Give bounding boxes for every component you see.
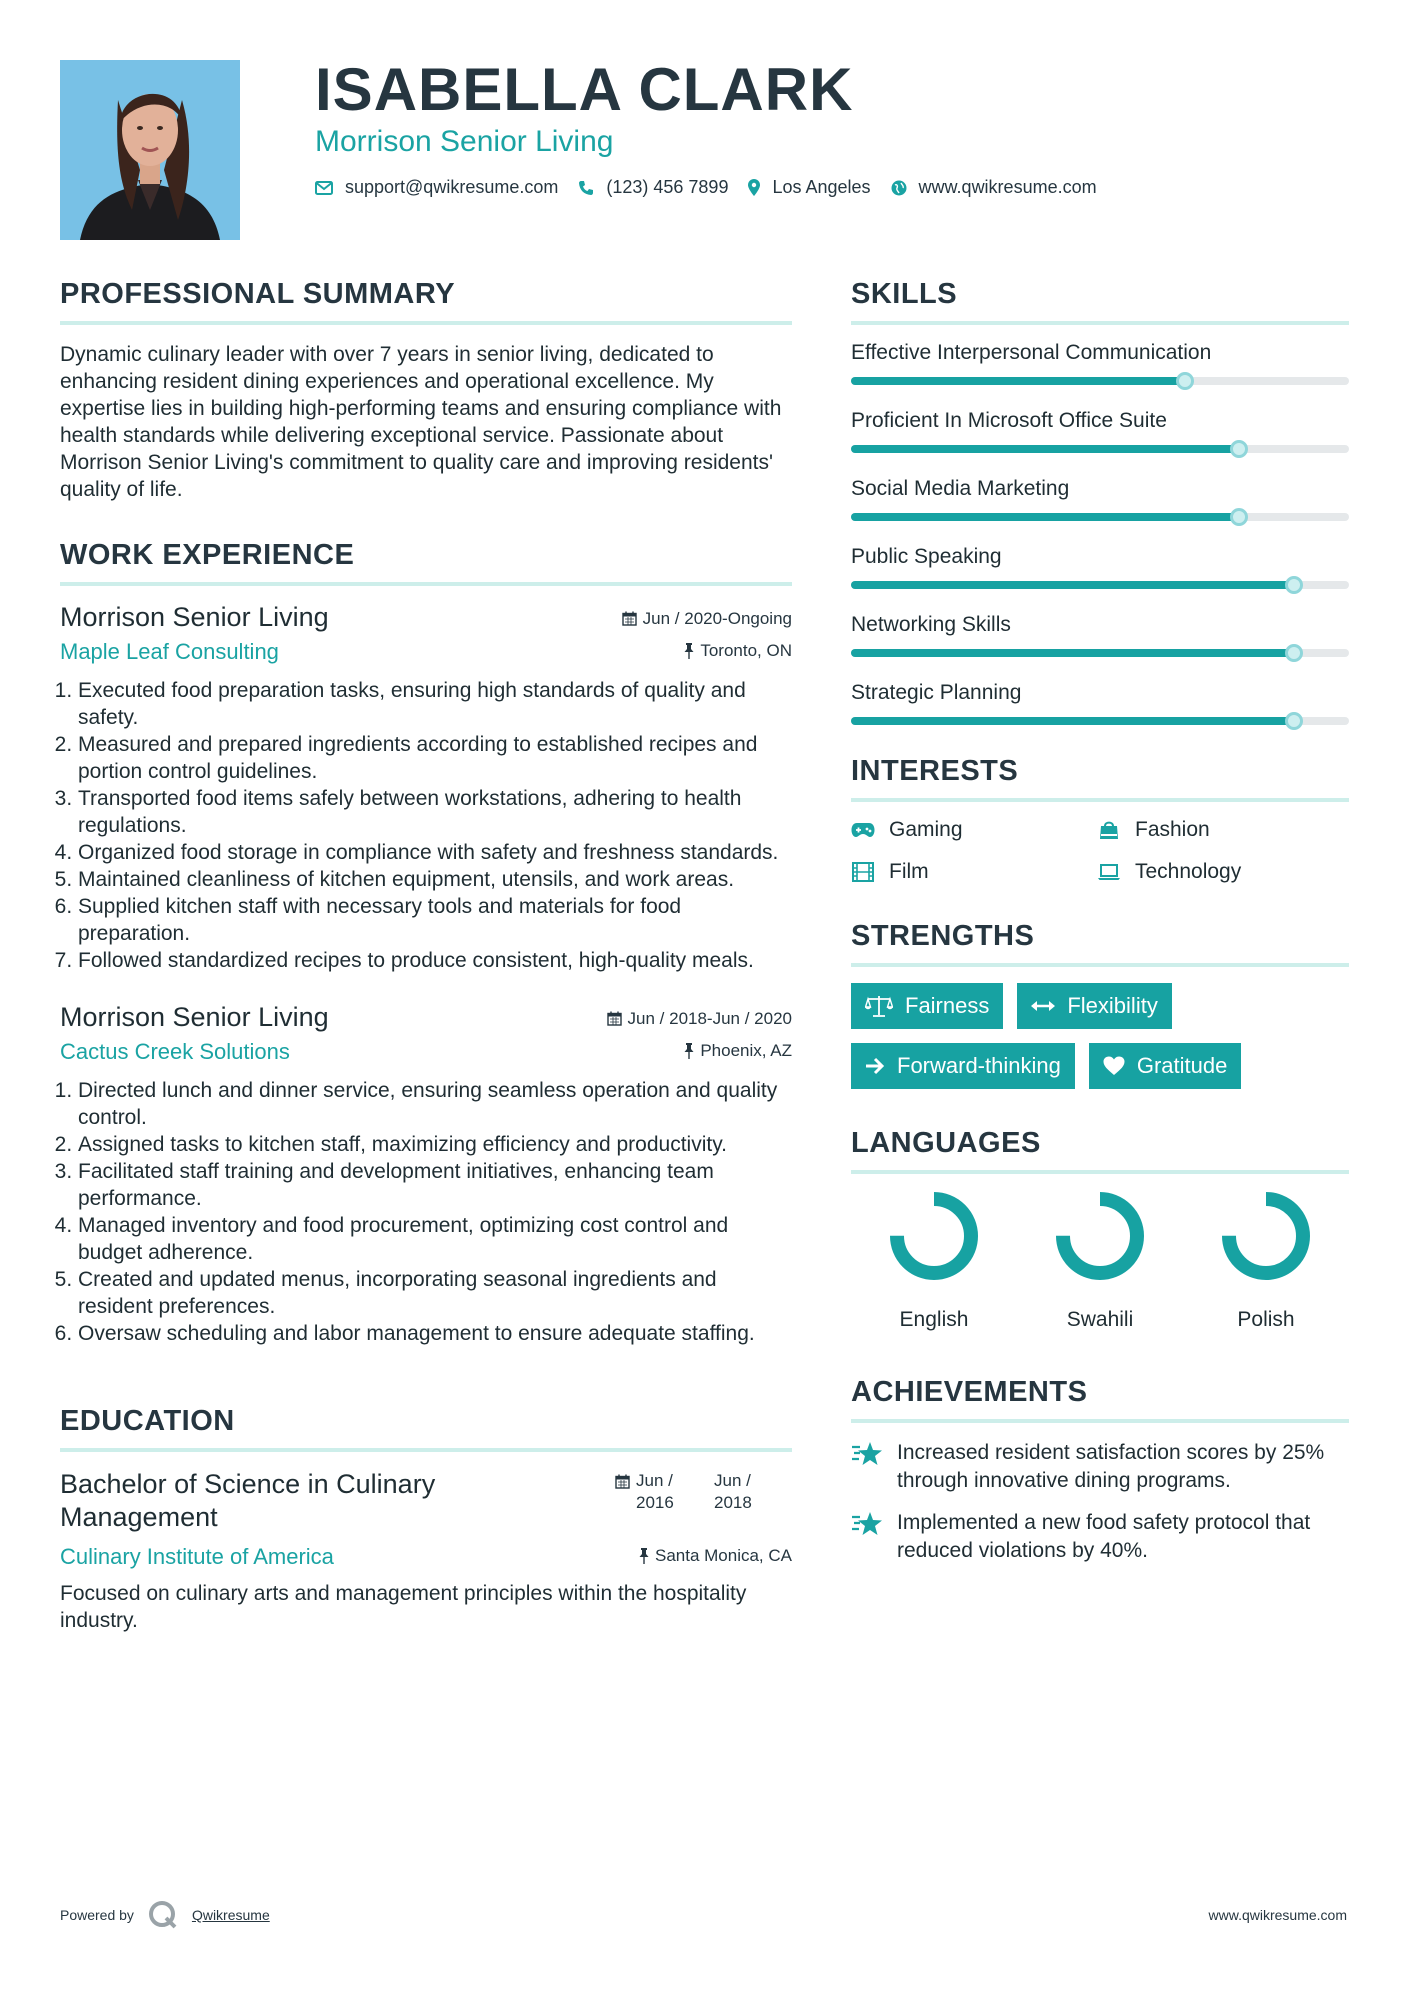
job-title: Morrison Senior Living bbox=[60, 602, 329, 632]
arrows-horizontal-icon bbox=[1031, 999, 1055, 1013]
shooting-star-icon bbox=[851, 1441, 883, 1467]
contact-row bbox=[315, 177, 1347, 198]
list-item: 7. Followed standardized recipes to produce consistent, high-quality meals. bbox=[78, 947, 792, 974]
job-bullets bbox=[60, 677, 792, 974]
interest-item bbox=[851, 818, 1097, 842]
languages-heading: LANGUAGES bbox=[851, 1127, 1349, 1174]
list-item: 1. Executed food preparation tasks, ensuring high standards of quality and safety. bbox=[78, 677, 792, 731]
interest-item bbox=[1097, 860, 1343, 884]
contact-phone[interactable] bbox=[578, 177, 728, 198]
skill-level-knob bbox=[1230, 508, 1248, 526]
skill-level-knob bbox=[1285, 712, 1303, 730]
experience-heading: WORK EXPERIENCE bbox=[60, 539, 792, 586]
language-item bbox=[851, 1190, 1017, 1332]
balance-scale-icon bbox=[865, 995, 893, 1017]
email-text: support@qwikresume.com bbox=[345, 177, 559, 197]
candidate-subtitle: Morrison Senior Living bbox=[315, 125, 614, 158]
job-entry bbox=[60, 1002, 792, 1347]
calendar-icon bbox=[622, 611, 637, 626]
skill-name: Networking Skills bbox=[851, 613, 1011, 636]
skill-name: Proficient In Microsoft Office Suite bbox=[851, 409, 1167, 432]
arrow-right-icon bbox=[865, 1057, 885, 1075]
strengths-section bbox=[851, 920, 1349, 1089]
profile-photo bbox=[60, 60, 240, 240]
language-level-arc bbox=[1229, 1199, 1303, 1273]
strength-label: Forward-thinking bbox=[897, 1053, 1061, 1078]
job-location-text: Toronto, ON bbox=[700, 641, 792, 660]
language-level-arc bbox=[897, 1199, 971, 1273]
job-dates-text: Jun / 2018-Jun / 2020 bbox=[627, 1008, 792, 1028]
language-level-arc bbox=[1063, 1199, 1137, 1273]
skill-level-fill bbox=[851, 513, 1239, 521]
calendar-icon bbox=[615, 1474, 630, 1489]
skill-level-knob bbox=[1285, 644, 1303, 662]
list-item: 2. Measured and prepared ingredients according to established recipes and portion control guidelines. bbox=[78, 731, 792, 785]
map-pin-icon bbox=[748, 179, 760, 196]
strength-badge bbox=[851, 1043, 1075, 1089]
skills-heading: SKILLS bbox=[851, 278, 1349, 325]
contact-email[interactable] bbox=[315, 177, 558, 198]
skill-level-bar bbox=[851, 445, 1349, 453]
language-level-ring bbox=[1220, 1190, 1312, 1282]
job-dates-text: Jun / 2020-Ongoing bbox=[642, 608, 792, 628]
job-location bbox=[684, 1041, 792, 1061]
contact-location bbox=[748, 177, 870, 198]
interest-item bbox=[1097, 818, 1343, 842]
footer-url[interactable]: www.qwikresume.com bbox=[1208, 1907, 1347, 1923]
list-item: 2. Assigned tasks to kitchen staff, maximizing efficiency and productivity. bbox=[78, 1131, 792, 1158]
powered-by-label: Powered by bbox=[60, 1907, 134, 1923]
achievements-heading: ACHIEVEMENTS bbox=[851, 1376, 1349, 1423]
film-icon bbox=[851, 862, 875, 882]
contact-website[interactable] bbox=[891, 177, 1097, 198]
list-item: 3. Facilitated staff training and development initiatives, enhancing team performance. bbox=[78, 1158, 792, 1212]
achievement-text: Implemented a new food safety protocol that reduced violations by 40%. bbox=[897, 1511, 1311, 1562]
summary-heading: PROFESSIONAL SUMMARY bbox=[60, 278, 792, 325]
education-start: Jun / 2016 bbox=[636, 1471, 674, 1512]
interests-heading: INTERESTS bbox=[851, 755, 1349, 802]
strength-label: Gratitude bbox=[1136, 1053, 1228, 1078]
language-name: English bbox=[899, 1308, 969, 1331]
list-item: 4. Managed inventory and food procurement, optimizing cost control and budget adherence. bbox=[78, 1212, 792, 1266]
right-column bbox=[851, 278, 1349, 1579]
location-text: Los Angeles bbox=[772, 177, 871, 197]
interest-label: Film bbox=[889, 860, 929, 883]
achievement-item bbox=[851, 1439, 1349, 1495]
envelope-icon bbox=[315, 181, 333, 195]
school-name: Culinary Institute of America bbox=[60, 1544, 334, 1569]
language-name: Swahili bbox=[1066, 1308, 1134, 1331]
qwikresume-logo-icon bbox=[148, 1900, 178, 1930]
skills-section bbox=[851, 278, 1349, 725]
skill-level-fill bbox=[851, 717, 1294, 725]
list-item: 1. Directed lunch and dinner service, ensuring seamless operation and quality control. bbox=[78, 1077, 792, 1131]
language-level-ring bbox=[1054, 1190, 1146, 1282]
powered-by bbox=[60, 1900, 270, 1930]
skill-level-bar bbox=[851, 649, 1349, 657]
education-description: Focused on culinary arts and management principles within the hospitality industry. bbox=[60, 1582, 747, 1632]
skill-level-knob bbox=[1230, 440, 1248, 458]
skill-name: Strategic Planning bbox=[851, 681, 1022, 704]
strength-label: Fairness bbox=[905, 993, 990, 1018]
candidate-name: ISABELLA CLARK bbox=[315, 56, 854, 123]
job-location bbox=[684, 641, 792, 661]
interests-section bbox=[851, 755, 1349, 884]
skill-level-bar bbox=[851, 717, 1349, 725]
pushpin-icon bbox=[684, 643, 694, 659]
skill-item bbox=[851, 477, 1349, 521]
list-item: 5. Created and updated menus, incorporating seasonal ingredients and resident preferences. bbox=[78, 1266, 792, 1320]
degree-title: Bachelor of Science in Culinary Management bbox=[60, 1469, 436, 1532]
globe-icon bbox=[891, 180, 907, 196]
skill-name: Public Speaking bbox=[851, 545, 1002, 568]
achievement-text: Increased resident satisfaction scores by 25% through innovative dining programs. bbox=[897, 1441, 1325, 1492]
skill-name: Effective Interpersonal Communication bbox=[851, 341, 1212, 364]
pushpin-icon bbox=[684, 1043, 694, 1059]
education-section bbox=[60, 1405, 792, 1634]
experience-section bbox=[60, 539, 792, 1347]
shooting-star-icon bbox=[851, 1511, 883, 1537]
phone-icon bbox=[578, 180, 594, 196]
job-dates bbox=[607, 1009, 792, 1029]
education-end: Jun / 2018 bbox=[714, 1471, 752, 1512]
job-title: Morrison Senior Living bbox=[60, 1002, 329, 1032]
education-dates bbox=[615, 1470, 792, 1514]
left-column bbox=[60, 278, 792, 1634]
job-entry bbox=[60, 602, 792, 974]
interest-label: Gaming bbox=[889, 818, 963, 841]
skill-level-fill bbox=[851, 445, 1239, 453]
education-heading: EDUCATION bbox=[60, 1405, 792, 1452]
skill-item bbox=[851, 545, 1349, 589]
interest-label: Technology bbox=[1135, 860, 1242, 883]
laptop-icon bbox=[1097, 863, 1121, 881]
job-bullets bbox=[60, 1077, 792, 1347]
language-item bbox=[1183, 1190, 1349, 1332]
skill-item bbox=[851, 341, 1349, 385]
skill-level-knob bbox=[1176, 372, 1194, 390]
resume-header bbox=[315, 58, 1347, 198]
skill-item bbox=[851, 613, 1349, 657]
language-level-ring bbox=[888, 1190, 980, 1282]
skill-item bbox=[851, 681, 1349, 725]
skill-level-bar bbox=[851, 377, 1349, 385]
skill-item bbox=[851, 409, 1349, 453]
heart-icon bbox=[1103, 1056, 1125, 1076]
language-item bbox=[1017, 1190, 1183, 1332]
gamepad-icon bbox=[851, 822, 875, 838]
languages-section bbox=[851, 1127, 1349, 1332]
skill-level-bar bbox=[851, 581, 1349, 589]
skill-name: Social Media Marketing bbox=[851, 477, 1070, 500]
list-item: 4. Organized food storage in compliance with safety and freshness standards. bbox=[78, 839, 792, 866]
job-company: Maple Leaf Consulting bbox=[60, 639, 279, 664]
strength-badge bbox=[851, 983, 1003, 1029]
calendar-icon bbox=[607, 1011, 622, 1026]
phone-text: (123) 456 7899 bbox=[606, 177, 729, 197]
brand-link[interactable]: Qwikresume bbox=[191, 1907, 270, 1923]
website-text: www.qwikresume.com bbox=[918, 177, 1097, 197]
education-location bbox=[639, 1546, 792, 1566]
achievements-section bbox=[851, 1376, 1349, 1565]
job-location-text: Phoenix, AZ bbox=[700, 1041, 792, 1060]
list-item: 6. Oversaw scheduling and labor management to ensure adequate staffing. bbox=[78, 1320, 792, 1347]
achievement-item bbox=[851, 1509, 1349, 1565]
list-item: 5. Maintained cleanliness of kitchen equipment, utensils, and work areas. bbox=[78, 866, 792, 893]
page-footer bbox=[60, 1900, 1347, 1930]
job-dates bbox=[622, 609, 792, 629]
education-location-text: Santa Monica, CA bbox=[654, 1546, 792, 1565]
shopping-bag-icon bbox=[1097, 820, 1121, 840]
language-name: Polish bbox=[1237, 1308, 1295, 1331]
skill-level-bar bbox=[851, 513, 1349, 521]
list-item: 6. Supplied kitchen staff with necessary tools and materials for food preparation. bbox=[78, 893, 792, 947]
interest-item bbox=[851, 860, 1097, 884]
skill-level-fill bbox=[851, 377, 1185, 385]
strength-badge bbox=[1089, 1043, 1242, 1089]
strengths-heading: STRENGTHS bbox=[851, 920, 1349, 967]
list-item: 3. Transported food items safely between workstations, adhering to health regulations. bbox=[78, 785, 792, 839]
summary-text: Dynamic culinary leader with over 7 years in senior living, dedicated to enhancing resident dining experiences and operational excellence. My expertise lies in building high-performing teams and ensuring compliance with health standards while delivering exceptional service. Passionate about Morrison Senior Living's commitment to quality care and improving residents' quality of life. bbox=[60, 343, 782, 501]
job-company: Cactus Creek Solutions bbox=[60, 1039, 290, 1064]
strength-label: Flexibility bbox=[1067, 993, 1158, 1018]
summary-section bbox=[60, 278, 792, 503]
skill-level-fill bbox=[851, 649, 1294, 657]
interest-label: Fashion bbox=[1135, 818, 1210, 841]
strength-badge bbox=[1017, 983, 1171, 1029]
skill-level-knob bbox=[1285, 576, 1303, 594]
pushpin-icon bbox=[639, 1548, 649, 1564]
skill-level-fill bbox=[851, 581, 1294, 589]
